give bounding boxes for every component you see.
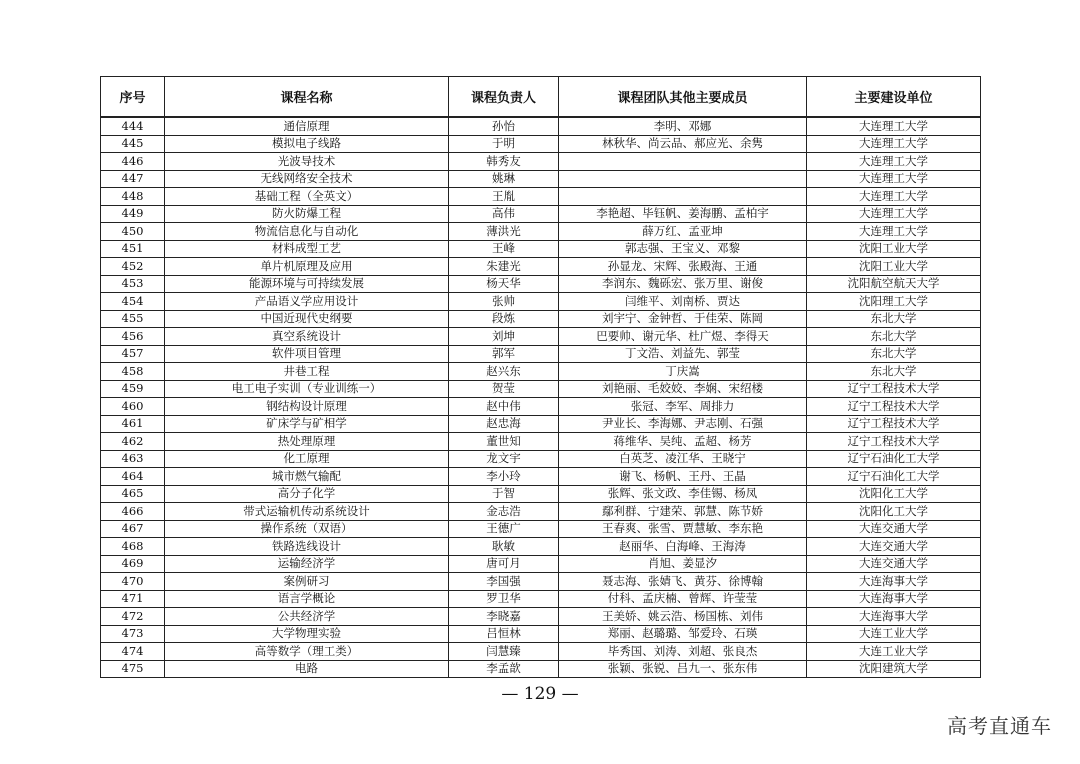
cell-course-leader: 于明 — [449, 135, 559, 153]
cell-institution: 沈阳化工大学 — [807, 485, 981, 503]
cell-team-members: 聂志海、张婧飞、黄芬、徐博翰 — [559, 573, 807, 591]
cell-index: 472 — [101, 608, 165, 626]
cell-index: 446 — [101, 153, 165, 171]
cell-course-leader: 姚琳 — [449, 170, 559, 188]
cell-course-name: 物流信息化与自动化 — [165, 223, 449, 241]
header-course-leader: 课程负责人 — [449, 77, 559, 118]
table-row — [101, 660, 981, 678]
table-row — [101, 293, 981, 311]
cell-institution: 大连理工大学 — [807, 117, 981, 135]
cell-team-members: 付科、孟庆楠、曾辉、许莹莹 — [559, 590, 807, 608]
cell-course-name: 铁路选线设计 — [165, 538, 449, 556]
cell-course-leader: 李孟歆 — [449, 660, 559, 678]
cell-team-members: 张颖、张锐、吕九一、张东伟 — [559, 660, 807, 678]
cell-team-members: 尹业长、李海娜、尹志刚、石强 — [559, 415, 807, 433]
watermark: 高考直通车 — [947, 714, 1052, 738]
table-row — [101, 205, 981, 223]
cell-team-members: 谢飞、杨帆、王丹、王晶 — [559, 468, 807, 486]
cell-course-leader: 罗卫华 — [449, 590, 559, 608]
cell-institution: 沈阳理工大学 — [807, 293, 981, 311]
cell-course-leader: 唐可月 — [449, 555, 559, 573]
cell-index: 454 — [101, 293, 165, 311]
cell-team-members: 王春爽、张雪、贾慧敏、李东艳 — [559, 520, 807, 538]
table-row — [101, 503, 981, 521]
cell-course-leader: 高伟 — [449, 205, 559, 223]
cell-institution: 大连海事大学 — [807, 608, 981, 626]
cell-course-leader: 金志浩 — [449, 503, 559, 521]
cell-team-members: 郭志强、王宝义、邓黎 — [559, 240, 807, 258]
table-row — [101, 625, 981, 643]
cell-course-leader: 于智 — [449, 485, 559, 503]
cell-team-members: 赵丽华、白海峰、王海涛 — [559, 538, 807, 556]
cell-index: 450 — [101, 223, 165, 241]
cell-index: 463 — [101, 450, 165, 468]
table-row — [101, 520, 981, 538]
cell-course-leader: 贺莹 — [449, 380, 559, 398]
cell-institution: 东北大学 — [807, 363, 981, 381]
cell-course-leader: 王德广 — [449, 520, 559, 538]
cell-team-members: 白英芝、凌江华、王晓宁 — [559, 450, 807, 468]
cell-team-members: 巴要帅、谢元华、杜广煜、李得天 — [559, 328, 807, 346]
table-row — [101, 468, 981, 486]
cell-team-members: 毕秀国、刘涛、刘超、张良杰 — [559, 643, 807, 661]
cell-course-name: 操作系统（双语） — [165, 520, 449, 538]
table-row — [101, 188, 981, 206]
cell-team-members: 薛万红、孟亚坤 — [559, 223, 807, 241]
cell-institution: 大连交通大学 — [807, 520, 981, 538]
cell-course-leader: 吕恒林 — [449, 625, 559, 643]
cell-index: 445 — [101, 135, 165, 153]
cell-team-members: 鄢利群、宁建荣、郭慧、陈节娇 — [559, 503, 807, 521]
cell-institution: 沈阳航空航天大学 — [807, 275, 981, 293]
cell-institution: 大连理工大学 — [807, 170, 981, 188]
cell-course-name: 基础工程（全英文） — [165, 188, 449, 206]
table-row — [101, 380, 981, 398]
cell-course-name: 高分子化学 — [165, 485, 449, 503]
cell-course-leader: 龙文宇 — [449, 450, 559, 468]
cell-course-name: 真空系统设计 — [165, 328, 449, 346]
cell-institution: 大连交通大学 — [807, 555, 981, 573]
cell-team-members: 郑丽、赵璐璐、邹爱玲、石瑛 — [559, 625, 807, 643]
cell-course-name: 运输经济学 — [165, 555, 449, 573]
cell-institution: 沈阳化工大学 — [807, 503, 981, 521]
cell-course-name: 城市燃气输配 — [165, 468, 449, 486]
cell-index: 466 — [101, 503, 165, 521]
cell-index: 462 — [101, 433, 165, 451]
cell-course-leader: 王峰 — [449, 240, 559, 258]
cell-institution: 大连工业大学 — [807, 625, 981, 643]
cell-team-members — [559, 188, 807, 206]
table-row — [101, 117, 981, 135]
cell-course-name: 中国近现代史纲要 — [165, 310, 449, 328]
cell-institution: 辽宁石油化工大学 — [807, 450, 981, 468]
cell-institution: 沈阳建筑大学 — [807, 660, 981, 678]
table-row — [101, 328, 981, 346]
cell-course-leader: 刘坤 — [449, 328, 559, 346]
table-row — [101, 573, 981, 591]
cell-index: 468 — [101, 538, 165, 556]
table-row — [101, 485, 981, 503]
cell-course-leader: 郭军 — [449, 345, 559, 363]
page-number: — 129 — — [501, 684, 579, 704]
table-row — [101, 345, 981, 363]
cell-institution: 大连海事大学 — [807, 590, 981, 608]
cell-institution: 辽宁石油化工大学 — [807, 468, 981, 486]
cell-team-members — [559, 153, 807, 171]
cell-institution: 大连交通大学 — [807, 538, 981, 556]
cell-team-members: 丁庆嵩 — [559, 363, 807, 381]
cell-course-leader: 赵兴东 — [449, 363, 559, 381]
cell-institution: 辽宁工程技术大学 — [807, 380, 981, 398]
cell-course-name: 单片机原理及应用 — [165, 258, 449, 276]
cell-course-name: 大学物理实验 — [165, 625, 449, 643]
cell-course-name: 能源环境与可持续发展 — [165, 275, 449, 293]
cell-institution: 沈阳工业大学 — [807, 258, 981, 276]
cell-course-name: 案例研习 — [165, 573, 449, 591]
cell-index: 457 — [101, 345, 165, 363]
cell-index: 456 — [101, 328, 165, 346]
cell-course-name: 电路 — [165, 660, 449, 678]
cell-course-name: 材料成型工艺 — [165, 240, 449, 258]
cell-index: 448 — [101, 188, 165, 206]
cell-institution: 东北大学 — [807, 328, 981, 346]
header-course-name: 课程名称 — [165, 77, 449, 118]
cell-institution: 大连工业大学 — [807, 643, 981, 661]
cell-course-name: 带式运输机传动系统设计 — [165, 503, 449, 521]
cell-course-leader: 赵忠海 — [449, 415, 559, 433]
table-body — [101, 117, 981, 678]
cell-course-name: 钢结构设计原理 — [165, 398, 449, 416]
table-row — [101, 240, 981, 258]
table-row — [101, 258, 981, 276]
cell-course-name: 软件项目管理 — [165, 345, 449, 363]
header-index: 序号 — [101, 77, 165, 118]
table-row — [101, 643, 981, 661]
cell-team-members: 丁文浩、刘益先、郭莹 — [559, 345, 807, 363]
table-row — [101, 223, 981, 241]
cell-course-name: 模拟电子线路 — [165, 135, 449, 153]
cell-course-leader: 薄洪光 — [449, 223, 559, 241]
cell-institution: 大连理工大学 — [807, 188, 981, 206]
table-row — [101, 590, 981, 608]
cell-team-members — [559, 170, 807, 188]
cell-team-members: 李明、邓娜 — [559, 117, 807, 135]
table-header-row — [101, 77, 981, 118]
cell-course-name: 语言学概论 — [165, 590, 449, 608]
cell-course-name: 矿床学与矿相学 — [165, 415, 449, 433]
cell-index: 471 — [101, 590, 165, 608]
cell-course-name: 通信原理 — [165, 117, 449, 135]
cell-index: 452 — [101, 258, 165, 276]
table-row — [101, 415, 981, 433]
cell-course-leader: 杨天华 — [449, 275, 559, 293]
table-row — [101, 275, 981, 293]
cell-team-members: 李润东、魏砾宏、张万里、谢俊 — [559, 275, 807, 293]
course-table — [100, 76, 981, 678]
cell-course-leader: 董世知 — [449, 433, 559, 451]
cell-course-leader: 王胤 — [449, 188, 559, 206]
cell-institution: 沈阳工业大学 — [807, 240, 981, 258]
cell-team-members: 蒋维华、吴纯、孟超、杨芳 — [559, 433, 807, 451]
cell-course-name: 光波导技术 — [165, 153, 449, 171]
cell-institution: 大连理工大学 — [807, 205, 981, 223]
cell-team-members: 刘宇宁、金钟哲、于佳荣、陈岡 — [559, 310, 807, 328]
cell-index: 465 — [101, 485, 165, 503]
cell-index: 458 — [101, 363, 165, 381]
cell-team-members: 林秋华、尚云品、郝应光、余隽 — [559, 135, 807, 153]
cell-index: 444 — [101, 117, 165, 135]
cell-team-members: 孙显龙、宋辉、张殿海、王通 — [559, 258, 807, 276]
cell-institution: 大连理工大学 — [807, 223, 981, 241]
cell-course-leader: 段炼 — [449, 310, 559, 328]
table-row — [101, 170, 981, 188]
table-row — [101, 450, 981, 468]
cell-course-leader: 赵中伟 — [449, 398, 559, 416]
cell-team-members: 王美娇、姚云浩、杨国栋、刘伟 — [559, 608, 807, 626]
cell-index: 455 — [101, 310, 165, 328]
cell-course-name: 电工电子实训（专业训练一） — [165, 380, 449, 398]
cell-institution: 辽宁工程技术大学 — [807, 398, 981, 416]
cell-course-name: 井巷工程 — [165, 363, 449, 381]
header-institution: 主要建设单位 — [807, 77, 981, 118]
table-row — [101, 538, 981, 556]
cell-course-name: 公共经济学 — [165, 608, 449, 626]
table-row — [101, 433, 981, 451]
cell-course-leader: 张帅 — [449, 293, 559, 311]
cell-index: 469 — [101, 555, 165, 573]
cell-institution: 大连海事大学 — [807, 573, 981, 591]
cell-index: 449 — [101, 205, 165, 223]
cell-index: 464 — [101, 468, 165, 486]
cell-course-name: 防火防爆工程 — [165, 205, 449, 223]
cell-index: 453 — [101, 275, 165, 293]
cell-index: 451 — [101, 240, 165, 258]
cell-team-members: 肖旭、姜显汐 — [559, 555, 807, 573]
cell-course-leader: 闫慧臻 — [449, 643, 559, 661]
cell-team-members: 刘艳丽、毛姣姣、李娴、宋绍楼 — [559, 380, 807, 398]
cell-course-name: 无线网络安全技术 — [165, 170, 449, 188]
cell-course-name: 热处理原理 — [165, 433, 449, 451]
table-row — [101, 310, 981, 328]
cell-index: 473 — [101, 625, 165, 643]
cell-course-leader: 李小玲 — [449, 468, 559, 486]
cell-institution: 东北大学 — [807, 310, 981, 328]
cell-index: 475 — [101, 660, 165, 678]
cell-team-members: 李艳超、毕钰帆、姜海鹏、孟柏宇 — [559, 205, 807, 223]
cell-index: 447 — [101, 170, 165, 188]
cell-index: 459 — [101, 380, 165, 398]
table-row — [101, 135, 981, 153]
cell-course-name: 化工原理 — [165, 450, 449, 468]
cell-index: 470 — [101, 573, 165, 591]
cell-course-name: 高等数学（理工类） — [165, 643, 449, 661]
cell-index: 460 — [101, 398, 165, 416]
cell-course-name: 产品语义学应用设计 — [165, 293, 449, 311]
cell-course-leader: 韩秀友 — [449, 153, 559, 171]
table-row — [101, 608, 981, 626]
cell-course-leader: 李国强 — [449, 573, 559, 591]
cell-index: 474 — [101, 643, 165, 661]
cell-team-members: 张辉、张文政、李佳锡、杨凤 — [559, 485, 807, 503]
cell-course-leader: 李晓嘉 — [449, 608, 559, 626]
cell-index: 461 — [101, 415, 165, 433]
cell-institution: 大连理工大学 — [807, 153, 981, 171]
cell-course-leader: 耿敏 — [449, 538, 559, 556]
cell-course-leader: 孙怡 — [449, 117, 559, 135]
cell-course-leader: 朱建光 — [449, 258, 559, 276]
cell-institution: 辽宁工程技术大学 — [807, 415, 981, 433]
table-row — [101, 363, 981, 381]
cell-institution: 辽宁工程技术大学 — [807, 433, 981, 451]
cell-team-members: 张冠、李军、周排力 — [559, 398, 807, 416]
table-row — [101, 555, 981, 573]
cell-index: 467 — [101, 520, 165, 538]
table-row — [101, 153, 981, 171]
cell-team-members: 闫维平、刘南桥、贾达 — [559, 293, 807, 311]
header-team-members: 课程团队其他主要成员 — [559, 77, 807, 118]
cell-institution: 大连理工大学 — [807, 135, 981, 153]
cell-institution: 东北大学 — [807, 345, 981, 363]
table-row — [101, 398, 981, 416]
